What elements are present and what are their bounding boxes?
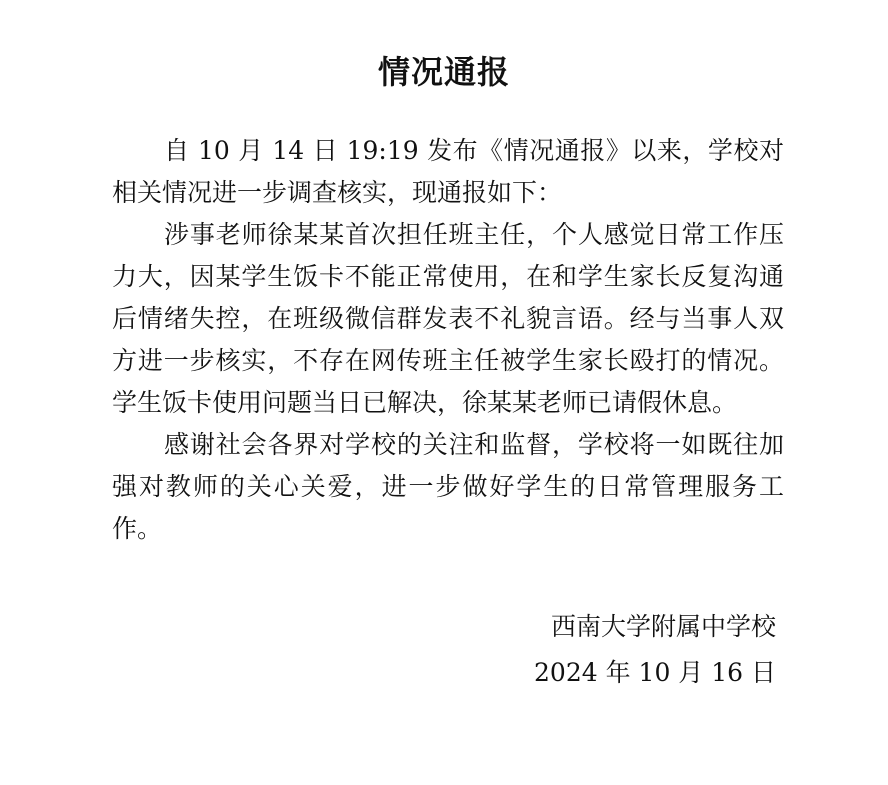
signature-block (534, 604, 776, 696)
signature-date: 2024 年 10 月 16 日 (534, 658, 776, 687)
paragraph-intro: 自 10 月 14 日 19:19 发布《情况通报》以来，学校对相关情况进一步调查核实，现通报如下： (112, 136, 784, 207)
notice-title: 情况通报 (377, 53, 510, 91)
notice-body (112, 130, 784, 550)
paragraph-findings: 涉事老师徐某某首次担任班主任，个人感觉日常工作压力大，因某学生饭卡不能正常使用，在和学生家长反复沟通后情绪失控，在班级微信群发表不礼貌言语。经与当事人双方进一步核实，不存在网传班主任被学生家长殴打的情况。学生饭卡使用问题当日已解决，徐某某老师已请假休息。 (112, 220, 784, 417)
signature-organization: 西南大学附属中学校 (550, 612, 776, 641)
paragraph-thanks: 感谢社会各界对学校的关注和监督，学校将一如既往加强对教师的关心关爱，进一步做好学生的日常管理服务工作。 (112, 430, 784, 543)
